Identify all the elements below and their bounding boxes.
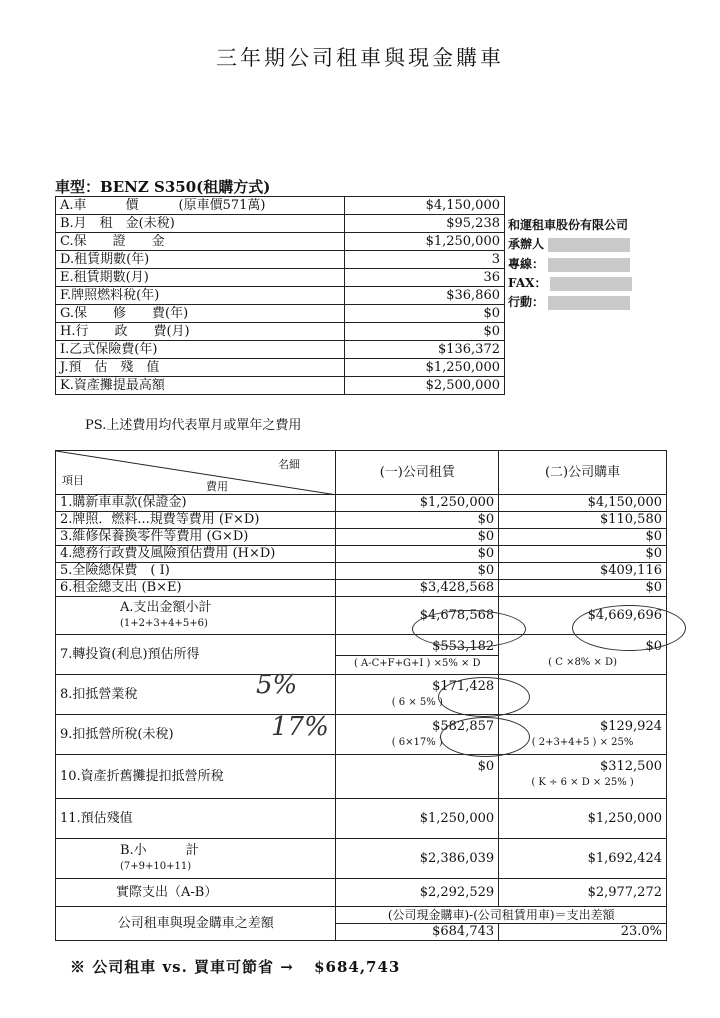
- subtotal-a-formula: (1+2+3+4+5+6): [120, 617, 208, 629]
- row-11-label: 11.預估殘值: [56, 799, 336, 839]
- spec-value: $2,500,000: [345, 377, 505, 395]
- spec-label-cell: [56, 377, 345, 395]
- row-7-lease-cell: [336, 635, 499, 675]
- diff-percent: 23.0%: [499, 924, 667, 941]
- row-10-label: 10.資產折舊攤提扣抵營所稅: [56, 755, 336, 799]
- row-8-handwritten-rate: 5%: [256, 670, 298, 700]
- car-type: [55, 176, 270, 197]
- row-purchase: $409,116: [499, 563, 667, 580]
- spec-label: C.保 證 金: [60, 233, 165, 249]
- row-8-label: 8.扣抵營業稅: [60, 686, 138, 702]
- table-row: [56, 546, 667, 563]
- spec-value: $4,150,000: [345, 197, 505, 215]
- car-type-label: 車型：: [55, 178, 101, 196]
- mobile-label: 行動：: [508, 295, 545, 309]
- ps-note: PS.上述費用均代表單月或單年之費用: [85, 418, 302, 433]
- spec-label: E.租賃期數(月): [60, 269, 149, 285]
- row-11: [56, 799, 667, 839]
- subtotal-b-row: [56, 839, 667, 879]
- spec-row: [56, 287, 505, 305]
- row-7: [56, 635, 667, 675]
- savings-summary: [70, 956, 400, 977]
- spec-note: (原車價571萬): [178, 197, 266, 213]
- subtotal-a-lease: $4,678,568: [336, 597, 499, 635]
- diff-formula: (公司現金購車)-(公司租賃用車)＝支出差額: [336, 907, 667, 924]
- row-purchase: $0: [499, 546, 667, 563]
- spec-label-cell: [56, 323, 345, 341]
- redacted-fax: [550, 277, 632, 291]
- table-row: [56, 512, 667, 529]
- diff-row-top: [56, 907, 667, 924]
- spec-value: $36,860: [345, 287, 505, 305]
- spec-label: G.保 修 費(年): [60, 305, 189, 321]
- document-title: 三年期公司租車與現金購車: [216, 46, 504, 70]
- header-corner: [56, 451, 336, 495]
- header-cost-label: 費用: [206, 480, 228, 493]
- savings-text: ※ 公司租車 vs. 買車可節省 →: [70, 958, 294, 976]
- row-label: 2.牌照．燃料...規費等費用 (F×D): [56, 512, 336, 529]
- row-8-lease: $171,428: [432, 679, 495, 694]
- company-name: 和運租車股份有限公司: [508, 218, 629, 232]
- spec-label: K.資產攤提最高額: [60, 377, 165, 393]
- car-type-model: BENZ S350(租購方式): [100, 178, 271, 196]
- spec-table: [55, 196, 505, 395]
- spec-label-cell: [56, 197, 345, 215]
- spec-row: [56, 359, 505, 377]
- spec-row: [56, 269, 505, 287]
- spec-label: F.牌照燃料稅(年): [60, 287, 160, 303]
- row-7-lease: $553,182: [432, 639, 495, 654]
- mobile-line: [508, 293, 630, 310]
- subtotal-a-label-cell: [56, 597, 336, 635]
- row-9-label-cell: [56, 712, 336, 755]
- row-purchase: $0: [499, 580, 667, 597]
- spec-row: [56, 377, 505, 395]
- row-11-purchase: $1,250,000: [499, 799, 667, 839]
- spec-row: [56, 197, 505, 215]
- spec-label-cell: [56, 215, 345, 233]
- spec-label-cell: [56, 233, 345, 251]
- col-header-purchase: (二)公司購車: [499, 451, 667, 495]
- subtotal-b-lease: $2,386,039: [336, 839, 499, 879]
- row-7-purchase: $0: [645, 639, 662, 654]
- spec-label: I.乙式保險費(年): [60, 341, 158, 357]
- redacted-phone: [548, 258, 630, 272]
- spec-value: $1,250,000: [345, 233, 505, 251]
- subtotal-a-purchase: $4,669,696: [499, 597, 667, 635]
- subtotal-b-formula: (7+9+10+11): [120, 860, 192, 872]
- spec-label-cell: [56, 287, 345, 305]
- spec-label-cell: [56, 359, 345, 377]
- spec-value: $1,250,000: [345, 359, 505, 377]
- subtotal-a-row: [56, 597, 667, 635]
- row-9: [56, 715, 667, 755]
- savings-amount: $684,743: [314, 958, 401, 976]
- actual-label: 實際支出（A-B）: [56, 879, 336, 907]
- phone-line: [508, 255, 630, 272]
- row-label: 3.維修保養換零件等費用 (G×D): [56, 529, 336, 546]
- spec-row: [56, 215, 505, 233]
- row-lease: $0: [336, 529, 499, 546]
- row-7-purchase-cell: [499, 635, 667, 675]
- spec-row: [56, 233, 505, 251]
- spec-value: $95,238: [345, 215, 505, 233]
- row-lease: $0: [336, 512, 499, 529]
- row-9-purchase-note: ( 2+3+4+5 ) × 25%: [531, 737, 634, 748]
- row-9-purchase: $129,924: [599, 719, 662, 734]
- row-9-lease: $582,857: [432, 719, 495, 734]
- row-10-purchase-cell: [499, 755, 667, 799]
- spec-value: 36: [345, 269, 505, 287]
- row-9-label: 9.扣抵營所稅(未稅): [60, 726, 174, 742]
- table-row: [56, 529, 667, 546]
- fax-line: [508, 274, 632, 291]
- row-11-lease: $1,250,000: [336, 799, 499, 839]
- spec-row: [56, 323, 505, 341]
- col-header-lease: (一)公司租賃: [336, 451, 499, 495]
- row-10-purchase-note: ( K ÷ 6 × D × 25% ): [531, 777, 634, 788]
- row-purchase: $4,150,000: [499, 495, 667, 512]
- diff-amount: $684,743: [336, 924, 499, 941]
- table-row: [56, 495, 667, 512]
- spec-label: H.行 政 費(月): [60, 323, 190, 339]
- contact-line: [508, 235, 630, 252]
- row-lease: $0: [336, 563, 499, 580]
- spec-value: $0: [345, 305, 505, 323]
- row-10: [56, 755, 667, 799]
- row-label: 4.總務行政費及風險預估費用 (H×D): [56, 546, 336, 563]
- actual-row: [56, 879, 667, 907]
- subtotal-b-label-cell: [56, 839, 336, 879]
- row-9-lease-note: ( 6×17% ): [391, 737, 443, 748]
- row-purchase: $110,580: [499, 512, 667, 529]
- row-8-lease-cell: [336, 675, 499, 715]
- row-lease: $0: [336, 546, 499, 563]
- row-10-lease: $0: [336, 755, 499, 799]
- row-8-lease-note: ( 6 × 5% ): [391, 697, 443, 708]
- row-7-purchase-note: ( C ×8% × D): [548, 657, 617, 668]
- row-label: 1.購新車車款(保證金): [56, 495, 336, 512]
- row-8-label-cell: [56, 670, 336, 715]
- spec-value: $0: [345, 323, 505, 341]
- spec-value: 3: [345, 251, 505, 269]
- actual-lease: $2,292,529: [336, 879, 499, 907]
- row-label: 5.全險總保費 ( I): [56, 563, 336, 580]
- redacted-name: [548, 238, 630, 252]
- spec-label: B.月 租 金(未稅): [60, 215, 175, 231]
- row-lease: $3,428,568: [336, 580, 499, 597]
- comparison-table: [55, 450, 667, 941]
- spec-label: D.租賃期數(年): [60, 251, 150, 267]
- row-7-lease-note: ( A-C+F+G+I ) ×5% × D: [336, 655, 498, 672]
- row-purchase: $0: [499, 529, 667, 546]
- row-label: 6.租金總支出 (B×E): [56, 580, 336, 597]
- row-lease: $1,250,000: [336, 495, 499, 512]
- subtotal-a-label: A.支出金額小計: [120, 599, 212, 615]
- row-9-purchase-cell: [499, 715, 667, 755]
- spec-value: $136,372: [345, 341, 505, 359]
- redacted-mobile: [548, 296, 630, 310]
- phone-label: 專線：: [508, 257, 545, 271]
- spec-row: [56, 341, 505, 359]
- row-8-purchase: [499, 675, 667, 715]
- row-10-purchase: $312,500: [599, 759, 662, 774]
- spec-label-cell: [56, 341, 345, 359]
- row-9-lease-cell: [336, 715, 499, 755]
- row-9-handwritten-rate: 17%: [271, 712, 329, 742]
- row-8: [56, 675, 667, 715]
- spec-row: [56, 251, 505, 269]
- table-row: [56, 563, 667, 580]
- subtotal-b-purchase: $1,692,424: [499, 839, 667, 879]
- subtotal-b-label: B.小 計: [120, 842, 199, 858]
- header-item-label: 項目: [62, 474, 84, 487]
- spec-label: A.車 價: [60, 197, 139, 213]
- spec-label-cell: [56, 305, 345, 323]
- table-row: [56, 580, 667, 597]
- row-7-label: 7.轉投資(利息)預估所得: [56, 635, 336, 675]
- spec-label-cell: [56, 269, 345, 287]
- diff-label: 公司租車與現金購車之差額: [56, 907, 336, 941]
- actual-purchase: $2,977,272: [499, 879, 667, 907]
- contact-label: 承辦人: [508, 237, 545, 251]
- spec-row: [56, 305, 505, 323]
- spec-label-cell: [56, 251, 345, 269]
- fax-label: FAX：: [508, 276, 547, 290]
- header-top-label: 名細: [278, 458, 300, 471]
- spec-label: J.預 估 殘 值: [60, 359, 160, 375]
